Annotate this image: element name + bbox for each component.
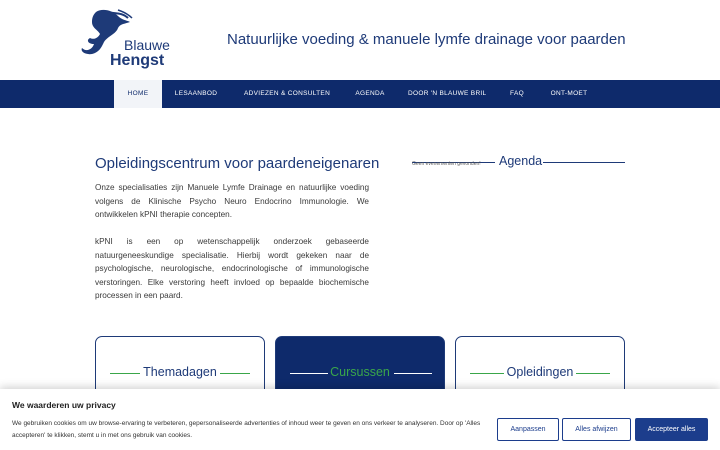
- card-line-right: [394, 373, 432, 374]
- agenda-divider-right: [543, 162, 625, 163]
- agenda-empty-message: Geen evenementen gevonden!: [412, 161, 481, 167]
- cookie-consent-banner: [0, 389, 720, 450]
- nav-item-agenda[interactable]: AGENDA: [355, 90, 385, 97]
- nav-item-adviezen[interactable]: ADVIEZEN & CONSULTEN: [244, 90, 331, 97]
- agenda-title: Agenda: [499, 154, 543, 168]
- intro-title: Opleidingscentrum voor paardeneigenaren: [95, 155, 380, 172]
- nav-item-home[interactable]: HOME: [114, 80, 162, 108]
- intro-paragraph-1: Onze specialisaties zijn Manuele Lymfe Drainage en natuurlijke voeding volgens de Klinische Psycho Neuro Endocrino Immunologie. We ontwikkelen kPNI therapie concepten.: [95, 183, 369, 219]
- nav-item-lesaanbod[interactable]: LESAANBOD: [174, 90, 218, 97]
- logo-word-2: Hengst: [110, 52, 165, 69]
- cookie-description: We gebruiken cookies om uw browse-ervaring te verbeteren, gepersonaliseerde advertenties of inhoud weer te geven en ons verkeer te analyseren. Door op 'Alles accepteren' te klikken, stemt u in met ons gebruik van cookies.: [12, 420, 481, 439]
- customize-button[interactable]: Aanpassen: [497, 418, 559, 441]
- cookie-title: We waarderen uw privacy: [12, 400, 116, 410]
- site-tagline: Natuurlijke voeding & manuele lymfe drainage voor paarden: [227, 31, 626, 48]
- card-label: Opleidingen: [506, 365, 574, 379]
- nav-item-faq[interactable]: FAQ: [510, 90, 524, 97]
- card-label: Cursussen: [330, 365, 390, 379]
- logo-word-1: Blauwe: [124, 37, 170, 53]
- card-line-right: [576, 373, 610, 374]
- nav-item-ont-moet[interactable]: ONT-MOET: [550, 90, 588, 97]
- accept-all-button[interactable]: Accepteer alles: [635, 418, 708, 441]
- main-nav: [0, 80, 720, 108]
- card-label: Themadagen: [143, 365, 217, 379]
- card-line-right: [220, 373, 250, 374]
- intro-paragraph-2: kPNI is een op wetenschappelijk onderzoek gebaseerde natuurgeneeskundige specialisatie. Hierbij wordt gekeken naar de psychologische, neurologische, endocrinologische of immunologische verstoringen. Elke verstoring heeft invloed op bepaalde biochemische processen in een paard.: [95, 237, 369, 300]
- logo[interactable]: [78, 8, 178, 74]
- nav-item-blauwe-bril[interactable]: DOOR 'N BLAUWE BRIL: [408, 90, 487, 97]
- site-header: [0, 0, 720, 80]
- reject-all-button[interactable]: Alles afwijzen: [562, 418, 631, 441]
